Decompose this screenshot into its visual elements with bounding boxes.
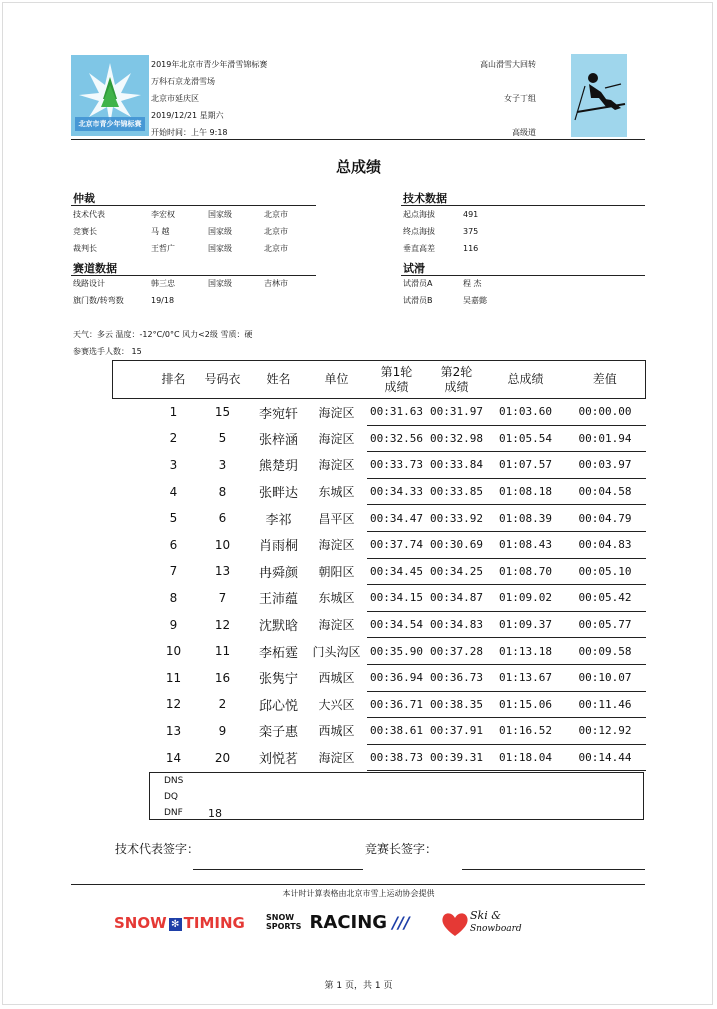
course-role: 旗门数/转弯数 bbox=[73, 296, 124, 305]
athlete-name: 李柘霆 bbox=[258, 645, 298, 661]
athlete-name: 熊楚玥 bbox=[258, 459, 298, 475]
run2-time: 00:34.87 bbox=[427, 585, 487, 612]
gap-time: 00:10.07 bbox=[565, 664, 646, 691]
athlete-name: 张畔达 bbox=[258, 486, 298, 502]
jury-level: 国家级 bbox=[208, 244, 232, 253]
location: 北京市延庆区 bbox=[151, 94, 199, 103]
start-time: 开始时间：上午 9:18 bbox=[151, 128, 228, 137]
ski-snowboard-logo bbox=[440, 907, 530, 941]
gap-time: 00:05.77 bbox=[565, 611, 646, 638]
snowflake-icon: ✻ bbox=[169, 918, 182, 931]
total-time: 01:09.02 bbox=[487, 585, 565, 612]
snowboard-text: Snowboard bbox=[470, 924, 522, 934]
rank-cell: 8 bbox=[169, 590, 178, 605]
technical-value: 116 bbox=[463, 244, 479, 253]
total-time: 01:18.04 bbox=[487, 744, 565, 771]
technical-value: 491 bbox=[463, 210, 479, 219]
total-time: 01:08.39 bbox=[487, 505, 565, 532]
total-time: 01:07.57 bbox=[487, 452, 565, 479]
result-row bbox=[113, 425, 646, 452]
run2-time: 00:33.92 bbox=[427, 505, 487, 532]
total-time: 01:08.70 bbox=[487, 558, 565, 585]
td-signature-label: 技术代表签字： bbox=[115, 842, 200, 856]
club-cell: 海淀区 bbox=[318, 458, 355, 473]
bib-cell: 13 bbox=[214, 564, 231, 579]
club-cell: 西城区 bbox=[318, 724, 355, 739]
rank-cell: 6 bbox=[169, 537, 178, 552]
participant-count: 参赛选手人数： 15 bbox=[73, 347, 142, 356]
jury-city: 北京市 bbox=[264, 227, 288, 236]
run1-time: 00:34.47 bbox=[367, 505, 427, 532]
result-row bbox=[113, 718, 646, 745]
course-level: 国家级 bbox=[208, 279, 232, 288]
run2-time: 00:36.73 bbox=[427, 664, 487, 691]
total-time: 01:16.52 bbox=[487, 718, 565, 745]
result-row bbox=[113, 452, 646, 479]
course-name: 韩三忠 bbox=[151, 279, 175, 288]
bib-cell: 12 bbox=[214, 617, 231, 632]
run1-time: 00:34.15 bbox=[367, 585, 427, 612]
course-heading: 赛道数据 bbox=[73, 262, 117, 275]
club-cell: 海淀区 bbox=[318, 538, 355, 553]
heart-icon bbox=[440, 909, 470, 939]
jury-level: 国家级 bbox=[208, 210, 232, 219]
results-table bbox=[112, 360, 646, 771]
forerunner-label: 试滑员A bbox=[403, 279, 433, 288]
gap-time: 00:04.79 bbox=[565, 505, 646, 532]
technical-label: 起点海拔 bbox=[403, 210, 435, 219]
run1-time: 00:33.73 bbox=[367, 452, 427, 479]
gap-time: 00:03.97 bbox=[565, 452, 646, 479]
skier-icon bbox=[571, 54, 627, 137]
bib-cell: 20 bbox=[214, 750, 231, 765]
col-total: 总成绩 bbox=[487, 361, 565, 399]
jury-heading: 仲裁 bbox=[73, 192, 95, 205]
td-signature-line[interactable] bbox=[193, 869, 363, 870]
course-divider bbox=[71, 275, 316, 276]
result-row bbox=[113, 638, 646, 665]
run2-time: 00:30.69 bbox=[427, 531, 487, 558]
racing-text: RACING bbox=[309, 912, 388, 933]
result-row bbox=[113, 664, 646, 691]
run2-time: 00:33.84 bbox=[427, 452, 487, 479]
total-time: 01:03.60 bbox=[487, 399, 565, 426]
jury-role: 竞赛长 bbox=[73, 227, 97, 236]
col-bib: 号码衣 bbox=[195, 361, 251, 399]
technical-value: 375 bbox=[463, 227, 479, 236]
forerunner-name: 吴嘉懿 bbox=[463, 296, 487, 305]
gap-time: 00:11.46 bbox=[565, 691, 646, 718]
result-row bbox=[113, 744, 646, 771]
result-row bbox=[113, 611, 646, 638]
result-row bbox=[113, 531, 646, 558]
club-cell: 东城区 bbox=[318, 485, 355, 500]
bib-cell: 3 bbox=[218, 457, 227, 472]
club-cell: 昌平区 bbox=[318, 511, 355, 526]
gap-time: 00:09.58 bbox=[565, 638, 646, 665]
result-row bbox=[113, 399, 646, 426]
col-club: 单位 bbox=[307, 361, 367, 399]
rank-cell: 4 bbox=[169, 484, 178, 499]
director-signature-line[interactable] bbox=[462, 869, 645, 870]
athlete-name: 沈默晗 bbox=[258, 619, 298, 635]
dnf-label: DNF bbox=[164, 808, 183, 818]
gap-time: 00:14.44 bbox=[565, 744, 646, 771]
course-name: 19/18 bbox=[151, 296, 175, 305]
col-rank: 排名 bbox=[153, 361, 195, 399]
footer-note: 本计时计算表格由北京市雪上运动协会提供 bbox=[282, 889, 435, 898]
rank-cell: 7 bbox=[169, 564, 178, 579]
jury-level: 国家级 bbox=[208, 227, 232, 236]
header-divider bbox=[71, 139, 645, 140]
club-cell: 大兴区 bbox=[318, 697, 355, 712]
dq-label: DQ bbox=[164, 792, 179, 802]
gap-time: 00:00.00 bbox=[565, 399, 646, 426]
col-name: 姓名 bbox=[251, 361, 307, 399]
course-city: 吉林市 bbox=[264, 279, 288, 288]
jury-name: 李宏权 bbox=[151, 210, 175, 219]
forerunner-divider bbox=[401, 275, 645, 276]
athlete-name: 冉舜颜 bbox=[258, 565, 298, 581]
footer-divider bbox=[71, 884, 645, 885]
run2-time: 00:37.28 bbox=[427, 638, 487, 665]
weather-conditions: 天气：多云 温度：-12°C/0°C 风力<2级 雪质：硬 bbox=[73, 330, 253, 339]
run1-time: 00:31.63 bbox=[367, 399, 427, 426]
run2-time: 00:32.98 bbox=[427, 425, 487, 452]
run2-time: 00:31.97 bbox=[427, 399, 487, 426]
total-time: 01:15.06 bbox=[487, 691, 565, 718]
run1-time: 00:38.73 bbox=[367, 744, 427, 771]
jury-city: 北京市 bbox=[264, 210, 288, 219]
total-time: 01:08.43 bbox=[487, 531, 565, 558]
run1-time: 00:36.71 bbox=[367, 691, 427, 718]
athlete-name: 邱心悦 bbox=[258, 698, 298, 714]
bib-cell: 8 bbox=[218, 484, 227, 499]
run1-time: 00:37.74 bbox=[367, 531, 427, 558]
bib-cell: 6 bbox=[218, 511, 227, 526]
athlete-name: 张隽宁 bbox=[258, 672, 298, 688]
technical-heading: 技术数据 bbox=[403, 192, 447, 205]
run2-time: 00:37.91 bbox=[427, 718, 487, 745]
gap-time: 00:01.94 bbox=[565, 425, 646, 452]
page-number: 第 1 页，共 1 页 bbox=[324, 981, 393, 991]
bib-cell: 16 bbox=[214, 670, 231, 685]
forerunner-heading: 试滑 bbox=[403, 262, 425, 275]
run1-time: 00:35.90 bbox=[367, 638, 427, 665]
bib-cell: 15 bbox=[214, 405, 231, 420]
run1-time: 00:34.54 bbox=[367, 611, 427, 638]
run2-time: 00:34.25 bbox=[427, 558, 487, 585]
total-time: 01:13.67 bbox=[487, 664, 565, 691]
athlete-name: 王沛蕴 bbox=[258, 592, 298, 608]
snow-sports-bottom: SPORTS bbox=[266, 922, 302, 931]
athlete-name: 李宛轩 bbox=[258, 406, 298, 422]
venue-name: 万科石京龙滑雪场 bbox=[151, 77, 215, 86]
status-box bbox=[149, 772, 644, 820]
gap-time: 00:04.58 bbox=[565, 478, 646, 505]
col-gap: 差值 bbox=[565, 361, 646, 399]
rank-cell: 14 bbox=[165, 750, 182, 765]
athlete-name: 李祁 bbox=[265, 512, 292, 528]
ski-text: Ski & bbox=[470, 909, 502, 922]
club-cell: 门头沟区 bbox=[312, 644, 361, 659]
athlete-name: 肖雨桐 bbox=[258, 539, 298, 555]
rank-cell: 3 bbox=[169, 457, 178, 472]
run1-time: 00:34.45 bbox=[367, 558, 427, 585]
rank-cell: 10 bbox=[165, 644, 182, 659]
club-cell: 朝阳区 bbox=[318, 564, 355, 579]
club-cell: 海淀区 bbox=[318, 618, 355, 633]
page-title: 总成绩 bbox=[335, 158, 381, 176]
result-row bbox=[113, 691, 646, 718]
athlete-name: 刘悦茗 bbox=[258, 752, 298, 768]
dns-label: DNS bbox=[164, 776, 184, 786]
club-cell: 海淀区 bbox=[318, 431, 355, 446]
result-row bbox=[113, 505, 646, 532]
snow-timing-logo: SNOW ✻ TIMING bbox=[114, 914, 245, 932]
snow-sports-top: SNOW bbox=[266, 913, 295, 922]
run2-time: 00:39.31 bbox=[427, 744, 487, 771]
col-run1: 第1轮 成绩 bbox=[367, 361, 427, 399]
snow-sports-racing-logo bbox=[266, 913, 410, 933]
jury-role: 技术代表 bbox=[73, 210, 105, 219]
total-time: 01:08.18 bbox=[487, 478, 565, 505]
logo-text: 北京市青少年锦标赛 bbox=[78, 120, 142, 128]
jury-city: 北京市 bbox=[264, 244, 288, 253]
total-time: 01:13.18 bbox=[487, 638, 565, 665]
racing-slashes-icon: /// bbox=[392, 913, 410, 932]
course-role: 线路设计 bbox=[73, 279, 105, 288]
result-row bbox=[113, 558, 646, 585]
director-signature-label: 竞赛长签字： bbox=[365, 842, 438, 856]
run2-time: 00:33.85 bbox=[427, 478, 487, 505]
run2-time: 00:34.83 bbox=[427, 611, 487, 638]
category: 女子丁组 bbox=[504, 94, 536, 103]
bib-cell: 10 bbox=[214, 537, 231, 552]
gap-time: 00:12.92 bbox=[565, 718, 646, 745]
total-time: 01:09.37 bbox=[487, 611, 565, 638]
bib-cell: 9 bbox=[218, 723, 227, 738]
club-cell: 东城区 bbox=[318, 591, 355, 606]
course: 高级道 bbox=[512, 128, 536, 137]
run1-time: 00:32.56 bbox=[367, 425, 427, 452]
technical-label: 终点海拔 bbox=[403, 227, 435, 236]
result-row bbox=[113, 478, 646, 505]
rank-cell: 11 bbox=[165, 670, 182, 685]
run2-time: 00:38.35 bbox=[427, 691, 487, 718]
club-cell: 西城区 bbox=[318, 671, 355, 686]
bib-cell: 5 bbox=[218, 431, 227, 446]
bib-cell: 7 bbox=[218, 590, 227, 605]
jury-role: 裁判长 bbox=[73, 244, 97, 253]
jury-name: 王哲广 bbox=[151, 244, 175, 253]
run1-time: 00:38.61 bbox=[367, 718, 427, 745]
bib-cell: 2 bbox=[218, 697, 227, 712]
athlete-name: 栾子惠 bbox=[258, 725, 298, 741]
total-time: 01:05.54 bbox=[487, 425, 565, 452]
dnf-bibs: 18 bbox=[208, 807, 222, 820]
championship-logo bbox=[71, 55, 149, 136]
gap-time: 00:04.83 bbox=[565, 531, 646, 558]
technical-divider bbox=[401, 205, 645, 206]
event-name: 2019年北京市青少年滑雪锦标赛 bbox=[151, 60, 268, 69]
gap-time: 00:05.42 bbox=[565, 585, 646, 612]
jury-divider bbox=[71, 205, 316, 206]
club-cell: 海淀区 bbox=[318, 751, 355, 766]
rank-cell: 12 bbox=[165, 697, 182, 712]
jury-name: 马 越 bbox=[151, 227, 170, 236]
rank-cell: 1 bbox=[169, 405, 178, 420]
athlete-name: 张梓涵 bbox=[258, 432, 298, 448]
rank-cell: 2 bbox=[169, 431, 178, 446]
run1-time: 00:34.33 bbox=[367, 478, 427, 505]
club-cell: 海淀区 bbox=[318, 405, 355, 420]
discipline: 高山滑雪大回转 bbox=[480, 60, 536, 69]
technical-label: 垂直高差 bbox=[403, 244, 435, 253]
header-row bbox=[113, 361, 646, 399]
bib-cell: 11 bbox=[214, 644, 231, 659]
race-date: 2019/12/21 星期六 bbox=[151, 111, 224, 120]
forerunner-name: 程 杰 bbox=[463, 279, 482, 288]
rank-cell: 9 bbox=[169, 617, 178, 632]
run1-time: 00:36.94 bbox=[367, 664, 427, 691]
result-row bbox=[113, 585, 646, 612]
gap-time: 00:05.10 bbox=[565, 558, 646, 585]
forerunner-label: 试滑员B bbox=[403, 296, 433, 305]
col-run2: 第2轮 成绩 bbox=[427, 361, 487, 399]
rank-cell: 13 bbox=[165, 723, 182, 738]
rank-cell: 5 bbox=[169, 511, 178, 526]
